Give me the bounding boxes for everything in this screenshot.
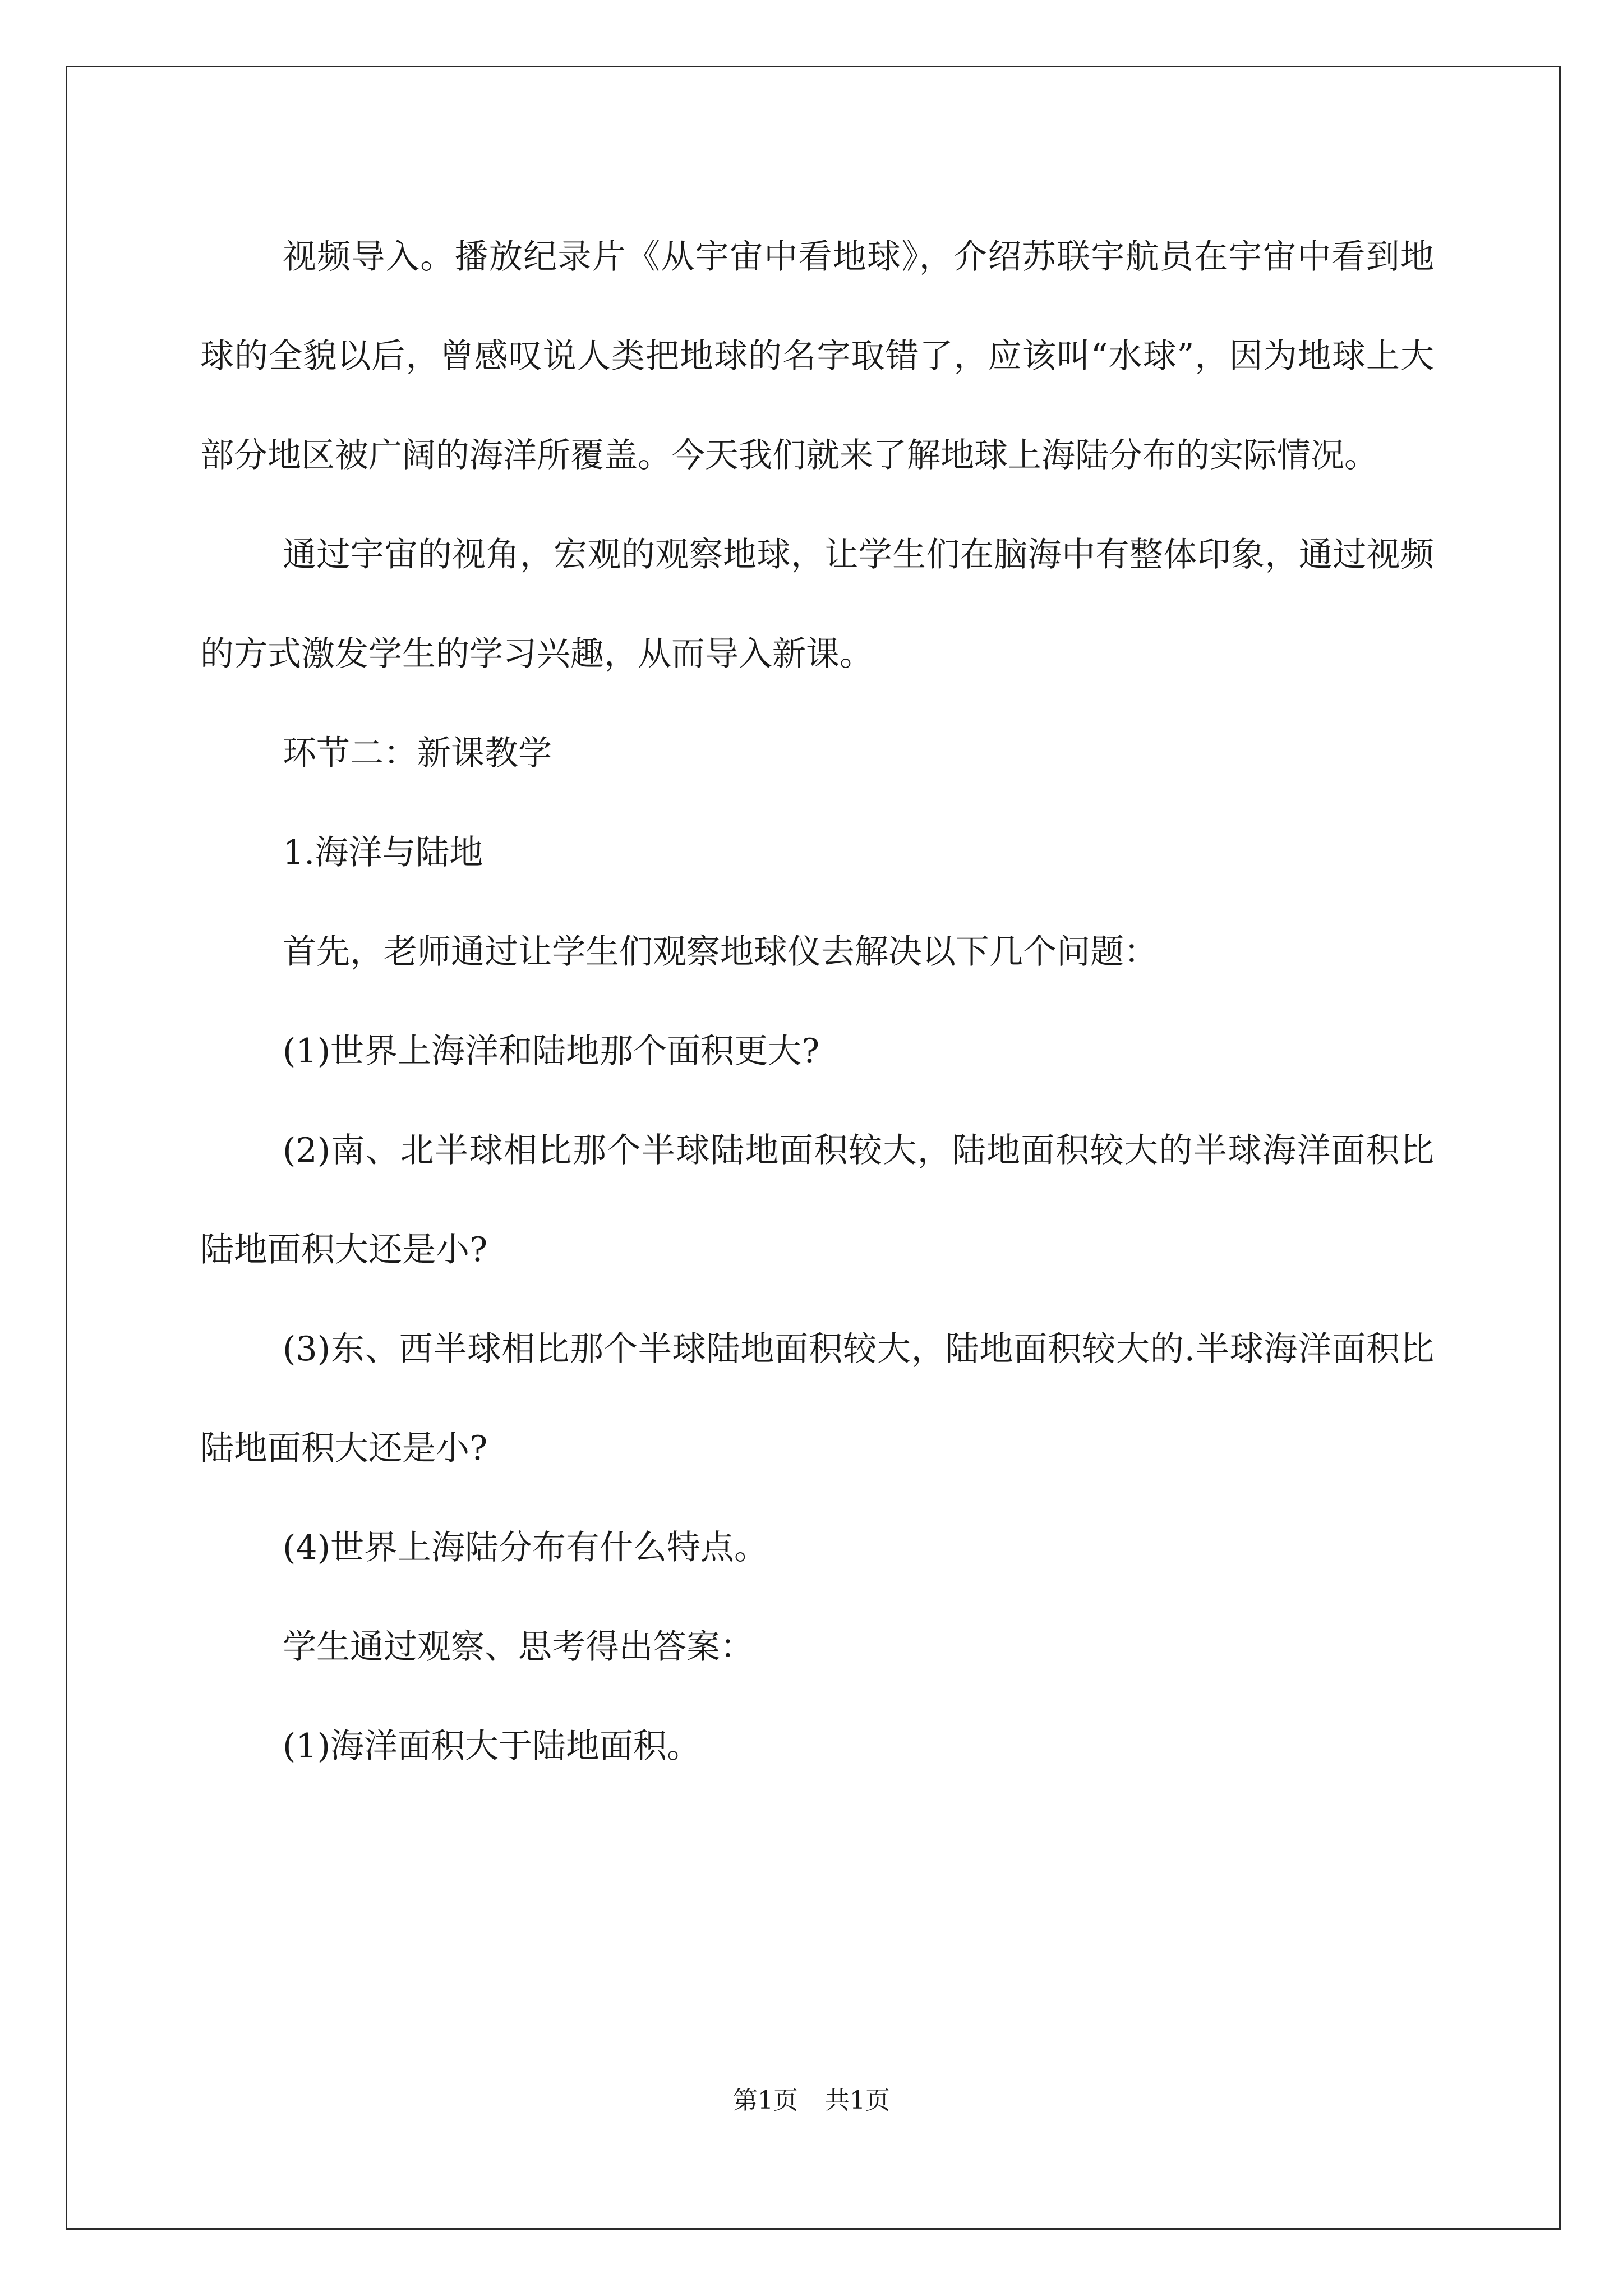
- paragraph-purpose: 通过宇宙的视角，宏观的观察地球，让学生们在脑海中有整体印象，通过视频的方式激发学生的学习兴趣，从而导入新课。: [200, 535, 1434, 674]
- question-2: (2)南、北半球相比那个半球陆地面积较大，陆地面积较大的半球海洋面积比陆地面积大还是小?: [200, 1131, 1434, 1269]
- paragraph-video-intro: 视频导入。播放纪录片《从宇宙中看地球》，介绍苏联宇航员在宇宙中看到地球的全貌以后，曾感叹说人类把地球的名字取错了，应该叫“水球”，因为地球上大部分地区被广阔的海洋所覆盖。今天我们就来了解地球上海陆分布的实际情况。: [200, 237, 1434, 475]
- question-1: (1)世界上海洋和陆地那个面积更大?: [283, 1032, 820, 1071]
- document-body: [200, 208, 1434, 1796]
- page-number-current: 第1页: [733, 2086, 798, 2115]
- paragraph-questions-intro: 首先，老师通过让学生们观察地球仪去解决以下几个问题：: [283, 932, 1158, 972]
- question-3: (3)东、西半球相比那个半球陆地面积较大，陆地面积较大的.半球海洋面积比陆地面积大还是小?: [200, 1329, 1434, 1468]
- question-4: (4)世界上海陆分布有什么特点。: [283, 1528, 768, 1567]
- section-heading: 环节二：新课教学: [283, 734, 552, 773]
- page-footer: [0, 2084, 1623, 2118]
- page-number-total: 共1页: [825, 2086, 890, 2115]
- paragraph-answers-intro: 学生通过观察、思考得出答案：: [283, 1627, 754, 1667]
- answer-1: (1)海洋面积大于陆地面积。: [283, 1727, 700, 1766]
- subsection-heading: 1.海洋与陆地: [283, 833, 483, 872]
